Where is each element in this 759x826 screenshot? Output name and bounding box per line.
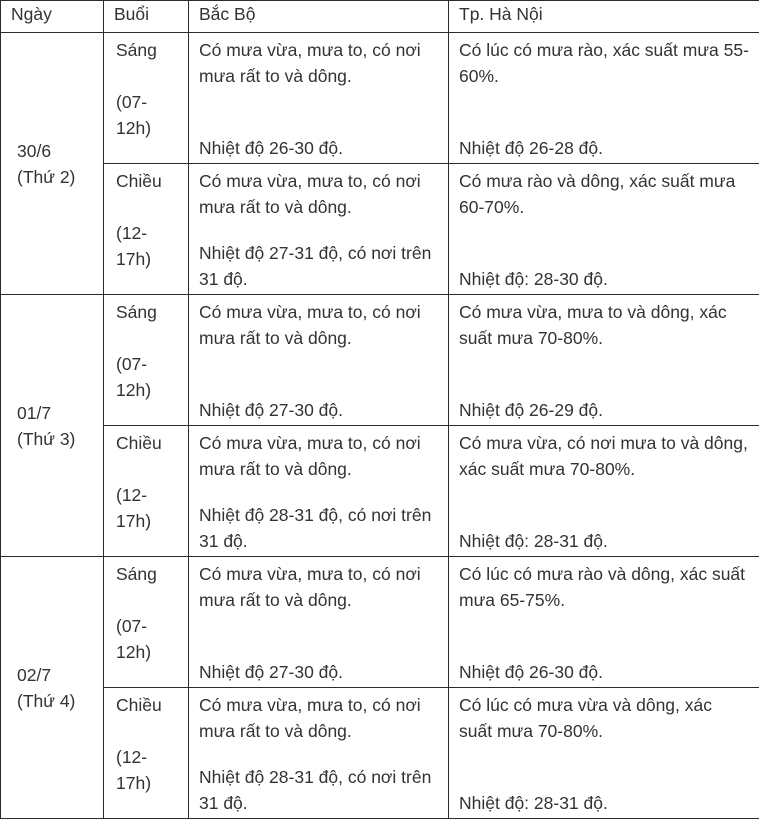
session-label: Sáng (116, 40, 157, 60)
session-cell (104, 295, 189, 426)
north-temp-text: Nhiệt độ 27-31 độ, có nơi trên 31 độ. (199, 243, 432, 289)
day-weekday: (Thứ 3) (17, 428, 76, 449)
north-rain-text: Có mưa vừa, mưa to, có nơi mưa rất to và dông. (199, 40, 421, 86)
table-row (1, 426, 759, 557)
north-cell (189, 164, 449, 295)
north-cell (189, 688, 449, 819)
session-cell (104, 557, 189, 688)
session-label: Sáng (116, 302, 157, 322)
table-row (1, 557, 759, 688)
day-date: 30/6 (17, 140, 52, 161)
session-cell (104, 688, 189, 819)
session-label: Chiều (116, 433, 162, 453)
hanoi-cell (449, 426, 759, 557)
table-body (1, 33, 759, 819)
session-time: (12-17h) (116, 223, 152, 269)
session-cell (104, 33, 189, 164)
hanoi-temp-text: Nhiệt độ: 28-31 độ. (459, 531, 608, 551)
north-rain-text: Có mưa vừa, mưa to, có nơi mưa rất to và dông. (199, 302, 421, 348)
header-row (1, 1, 759, 33)
day-cell (1, 557, 104, 819)
day-cell (1, 295, 104, 557)
north-rain-text: Có mưa vừa, mưa to, có nơi mưa rất to và dông. (199, 433, 421, 479)
header-hanoi: Tp. Hà Nội (449, 1, 759, 33)
session-cell (104, 164, 189, 295)
hanoi-rain-text: Có lúc có mưa vừa và dông, xác suất mưa 70-80%. (459, 695, 712, 741)
session-time: (07-12h) (116, 354, 152, 400)
header-day: Ngày (1, 1, 104, 33)
hanoi-rain-text: Có lúc có mưa rào và dông, xác suất mưa 65-75%. (459, 564, 746, 610)
hanoi-temp-text: Nhiệt độ 26-29 độ. (459, 400, 603, 420)
north-rain-text: Có mưa vừa, mưa to, có nơi mưa rất to và dông. (199, 564, 421, 610)
north-cell (189, 33, 449, 164)
north-temp-text: Nhiệt độ 26-30 độ. (199, 138, 343, 158)
hanoi-temp-text: Nhiệt độ 26-30 độ. (459, 662, 603, 682)
header-session: Buổi (104, 1, 189, 33)
north-rain-text: Có mưa vừa, mưa to, có nơi mưa rất to và dông. (199, 171, 421, 217)
session-time: (07-12h) (116, 92, 152, 138)
session-time: (12-17h) (116, 747, 152, 793)
north-rain-text: Có mưa vừa, mưa to, có nơi mưa rất to và dông. (199, 695, 421, 741)
hanoi-temp-text: Nhiệt độ: 28-30 độ. (459, 269, 608, 289)
north-temp-text: Nhiệt độ 27-30 độ. (199, 662, 343, 682)
session-time: (12-17h) (116, 485, 152, 531)
table-row (1, 295, 759, 426)
hanoi-temp-text: Nhiệt độ 26-28 độ. (459, 138, 603, 158)
hanoi-rain-text: Có mưa vừa, có nơi mưa to và dông, xác suất mưa 70-80%. (459, 433, 748, 479)
table-row (1, 688, 759, 819)
hanoi-rain-text: Có lúc có mưa rào, xác suất mưa 55-60%. (459, 40, 749, 86)
hanoi-cell (449, 557, 759, 688)
hanoi-rain-text: Có mưa vừa, mưa to và dông, xác suất mưa 70-80%. (459, 302, 727, 348)
north-temp-text: Nhiệt độ 28-31 độ, có nơi trên 31 độ. (199, 505, 432, 551)
north-cell (189, 426, 449, 557)
day-date: 02/7 (17, 664, 52, 685)
hanoi-cell (449, 295, 759, 426)
table-row (1, 33, 759, 164)
header-north: Bắc Bộ (189, 1, 449, 33)
session-label: Sáng (116, 564, 157, 584)
table-row (1, 164, 759, 295)
session-cell (104, 426, 189, 557)
session-time: (07-12h) (116, 616, 152, 662)
hanoi-temp-text: Nhiệt độ: 28-31 độ. (459, 793, 608, 813)
session-label: Chiều (116, 695, 162, 715)
north-cell (189, 295, 449, 426)
hanoi-rain-text: Có mưa rào và dông, xác suất mưa 60-70%. (459, 171, 736, 217)
north-temp-text: Nhiệt độ 27-30 độ. (199, 400, 343, 420)
session-label: Chiều (116, 171, 162, 191)
hanoi-cell (449, 164, 759, 295)
hanoi-cell (449, 688, 759, 819)
day-weekday: (Thứ 2) (17, 166, 76, 187)
day-cell (1, 33, 104, 295)
day-date: 01/7 (17, 402, 52, 423)
north-cell (189, 557, 449, 688)
day-weekday: (Thứ 4) (17, 690, 76, 711)
north-temp-text: Nhiệt độ 28-31 độ, có nơi trên 31 độ. (199, 767, 432, 813)
hanoi-cell (449, 33, 759, 164)
